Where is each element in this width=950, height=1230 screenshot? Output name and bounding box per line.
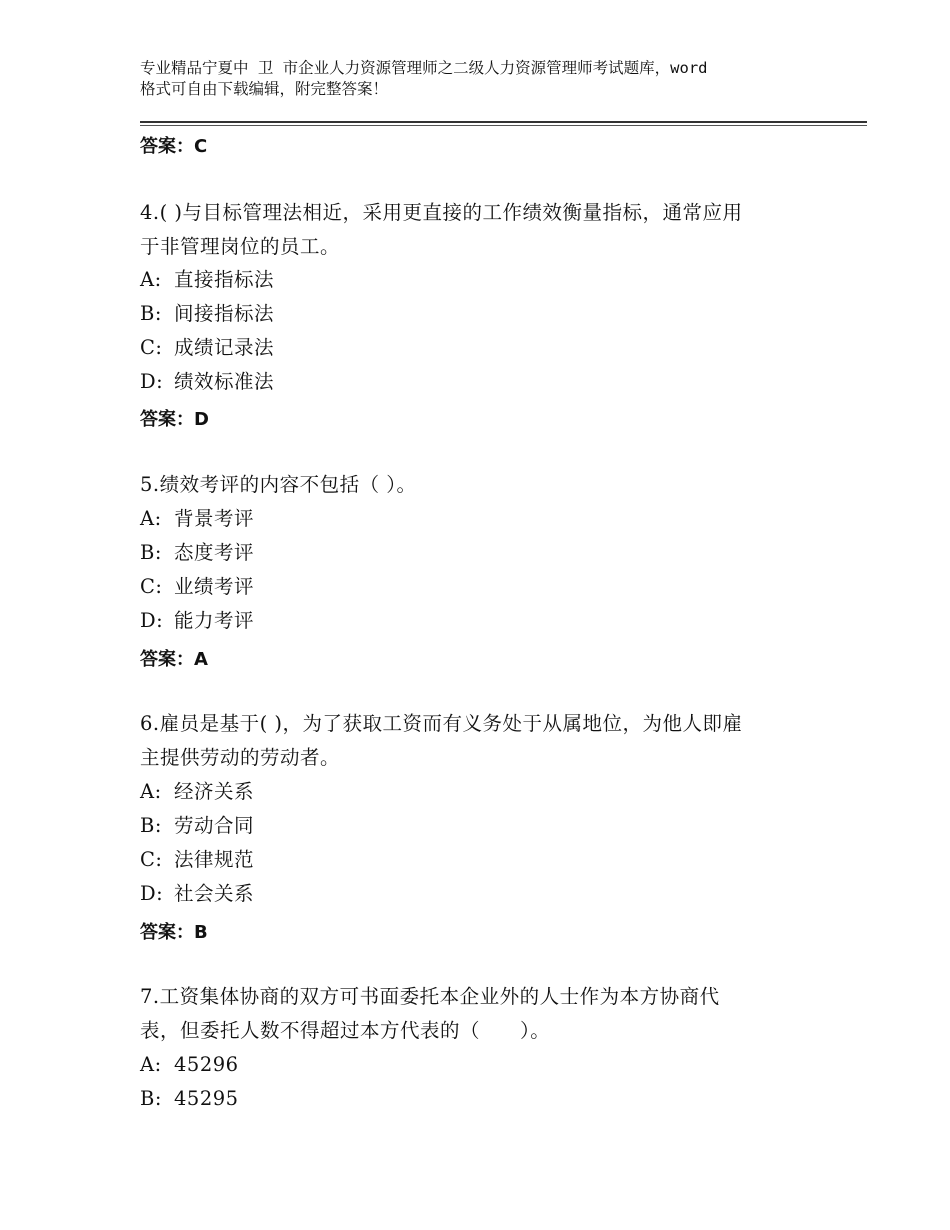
option-text: 态度考评 — [174, 541, 255, 564]
question-6-option-c — [140, 848, 254, 872]
question-7-text — [140, 980, 820, 1048]
answer-label: 答案： — [140, 136, 194, 157]
question-4-text — [140, 196, 820, 264]
answer-label: 答案： — [140, 649, 194, 670]
option-letter: A: — [140, 780, 162, 803]
question-4-option-c — [140, 336, 274, 360]
option-letter: B: — [140, 1087, 162, 1110]
question-7-option-b — [140, 1087, 239, 1111]
option-letter: D: — [140, 882, 164, 905]
option-text: 成绩记录法 — [174, 336, 275, 359]
document-header — [140, 58, 840, 100]
question-6-answer — [140, 918, 208, 944]
header-rule-thin — [140, 125, 867, 126]
question-6-option-d — [140, 882, 254, 906]
answer-value: D — [194, 409, 209, 430]
question-5-answer — [140, 645, 208, 671]
option-letter: A: — [140, 1053, 162, 1076]
question-6-option-b — [140, 814, 254, 838]
answer-prev — [140, 132, 207, 158]
option-letter: C: — [140, 336, 163, 359]
option-text: 经济关系 — [174, 780, 255, 803]
question-4-answer — [140, 405, 209, 431]
option-letter: C: — [140, 848, 163, 871]
option-text: 业绩考评 — [174, 575, 255, 598]
question-7-line-1: 7.工资集体协商的双方可书面委托本企业外的人士作为本方协商代 — [140, 985, 720, 1008]
header-line-1: 专业精品宁夏中 卫 市企业人力资源管理师之二级人力资源管理师考试题库，word — [140, 59, 708, 77]
question-5-option-c — [140, 575, 254, 599]
question-6-option-a — [140, 780, 254, 804]
question-6-line-1: 6.雇员是基于( )，为了获取工资而有义务处于从属地位，为他人即雇 — [140, 712, 743, 735]
option-text: 背景考评 — [174, 507, 255, 530]
option-letter: B: — [140, 814, 162, 837]
option-letter: D: — [140, 370, 164, 393]
question-4-line-1: 4.( )与目标管理法相近，采用更直接的工作绩效衡量指标，通常应用 — [140, 201, 743, 224]
option-letter: A: — [140, 507, 162, 530]
answer-value: B — [194, 922, 208, 943]
option-letter: B: — [140, 302, 162, 325]
option-letter: B: — [140, 541, 162, 564]
question-5-option-d — [140, 609, 254, 633]
option-text: 社会关系 — [174, 882, 255, 905]
answer-value: A — [194, 649, 208, 670]
question-5-text — [140, 468, 820, 502]
question-6-text — [140, 707, 820, 775]
header-rule-thick — [140, 121, 867, 123]
question-7-option-a — [140, 1053, 239, 1077]
answer-label: 答案： — [140, 922, 194, 943]
question-4-option-d — [140, 370, 274, 394]
question-4-option-b — [140, 302, 274, 326]
option-letter: A: — [140, 268, 162, 291]
option-text: 绩效标准法 — [174, 370, 275, 393]
answer-label: 答案： — [140, 409, 194, 430]
option-letter: D: — [140, 609, 164, 632]
header-line-2: 格式可自由下载编辑，附完整答案！ — [140, 80, 389, 98]
question-7-line-2: 表，但委托人数不得超过本方代表的（ ）。 — [140, 1019, 551, 1042]
option-text: 直接指标法 — [174, 268, 275, 291]
question-5-line-1: 5.绩效考评的内容不包括（ ）。 — [140, 473, 417, 496]
option-text: 劳动合同 — [174, 814, 255, 837]
option-text: 45296 — [174, 1053, 239, 1076]
question-6-line-2: 主提供劳动的劳动者。 — [140, 746, 341, 769]
question-5-option-a — [140, 507, 254, 531]
answer-value: C — [194, 136, 208, 157]
question-5-option-b — [140, 541, 254, 565]
option-text: 法律规范 — [174, 848, 255, 871]
option-text: 45295 — [174, 1087, 239, 1110]
option-letter: C: — [140, 575, 163, 598]
option-text: 间接指标法 — [174, 302, 275, 325]
question-4-option-a — [140, 268, 274, 292]
option-text: 能力考评 — [174, 609, 255, 632]
question-4-line-2: 于非管理岗位的员工。 — [140, 235, 341, 258]
